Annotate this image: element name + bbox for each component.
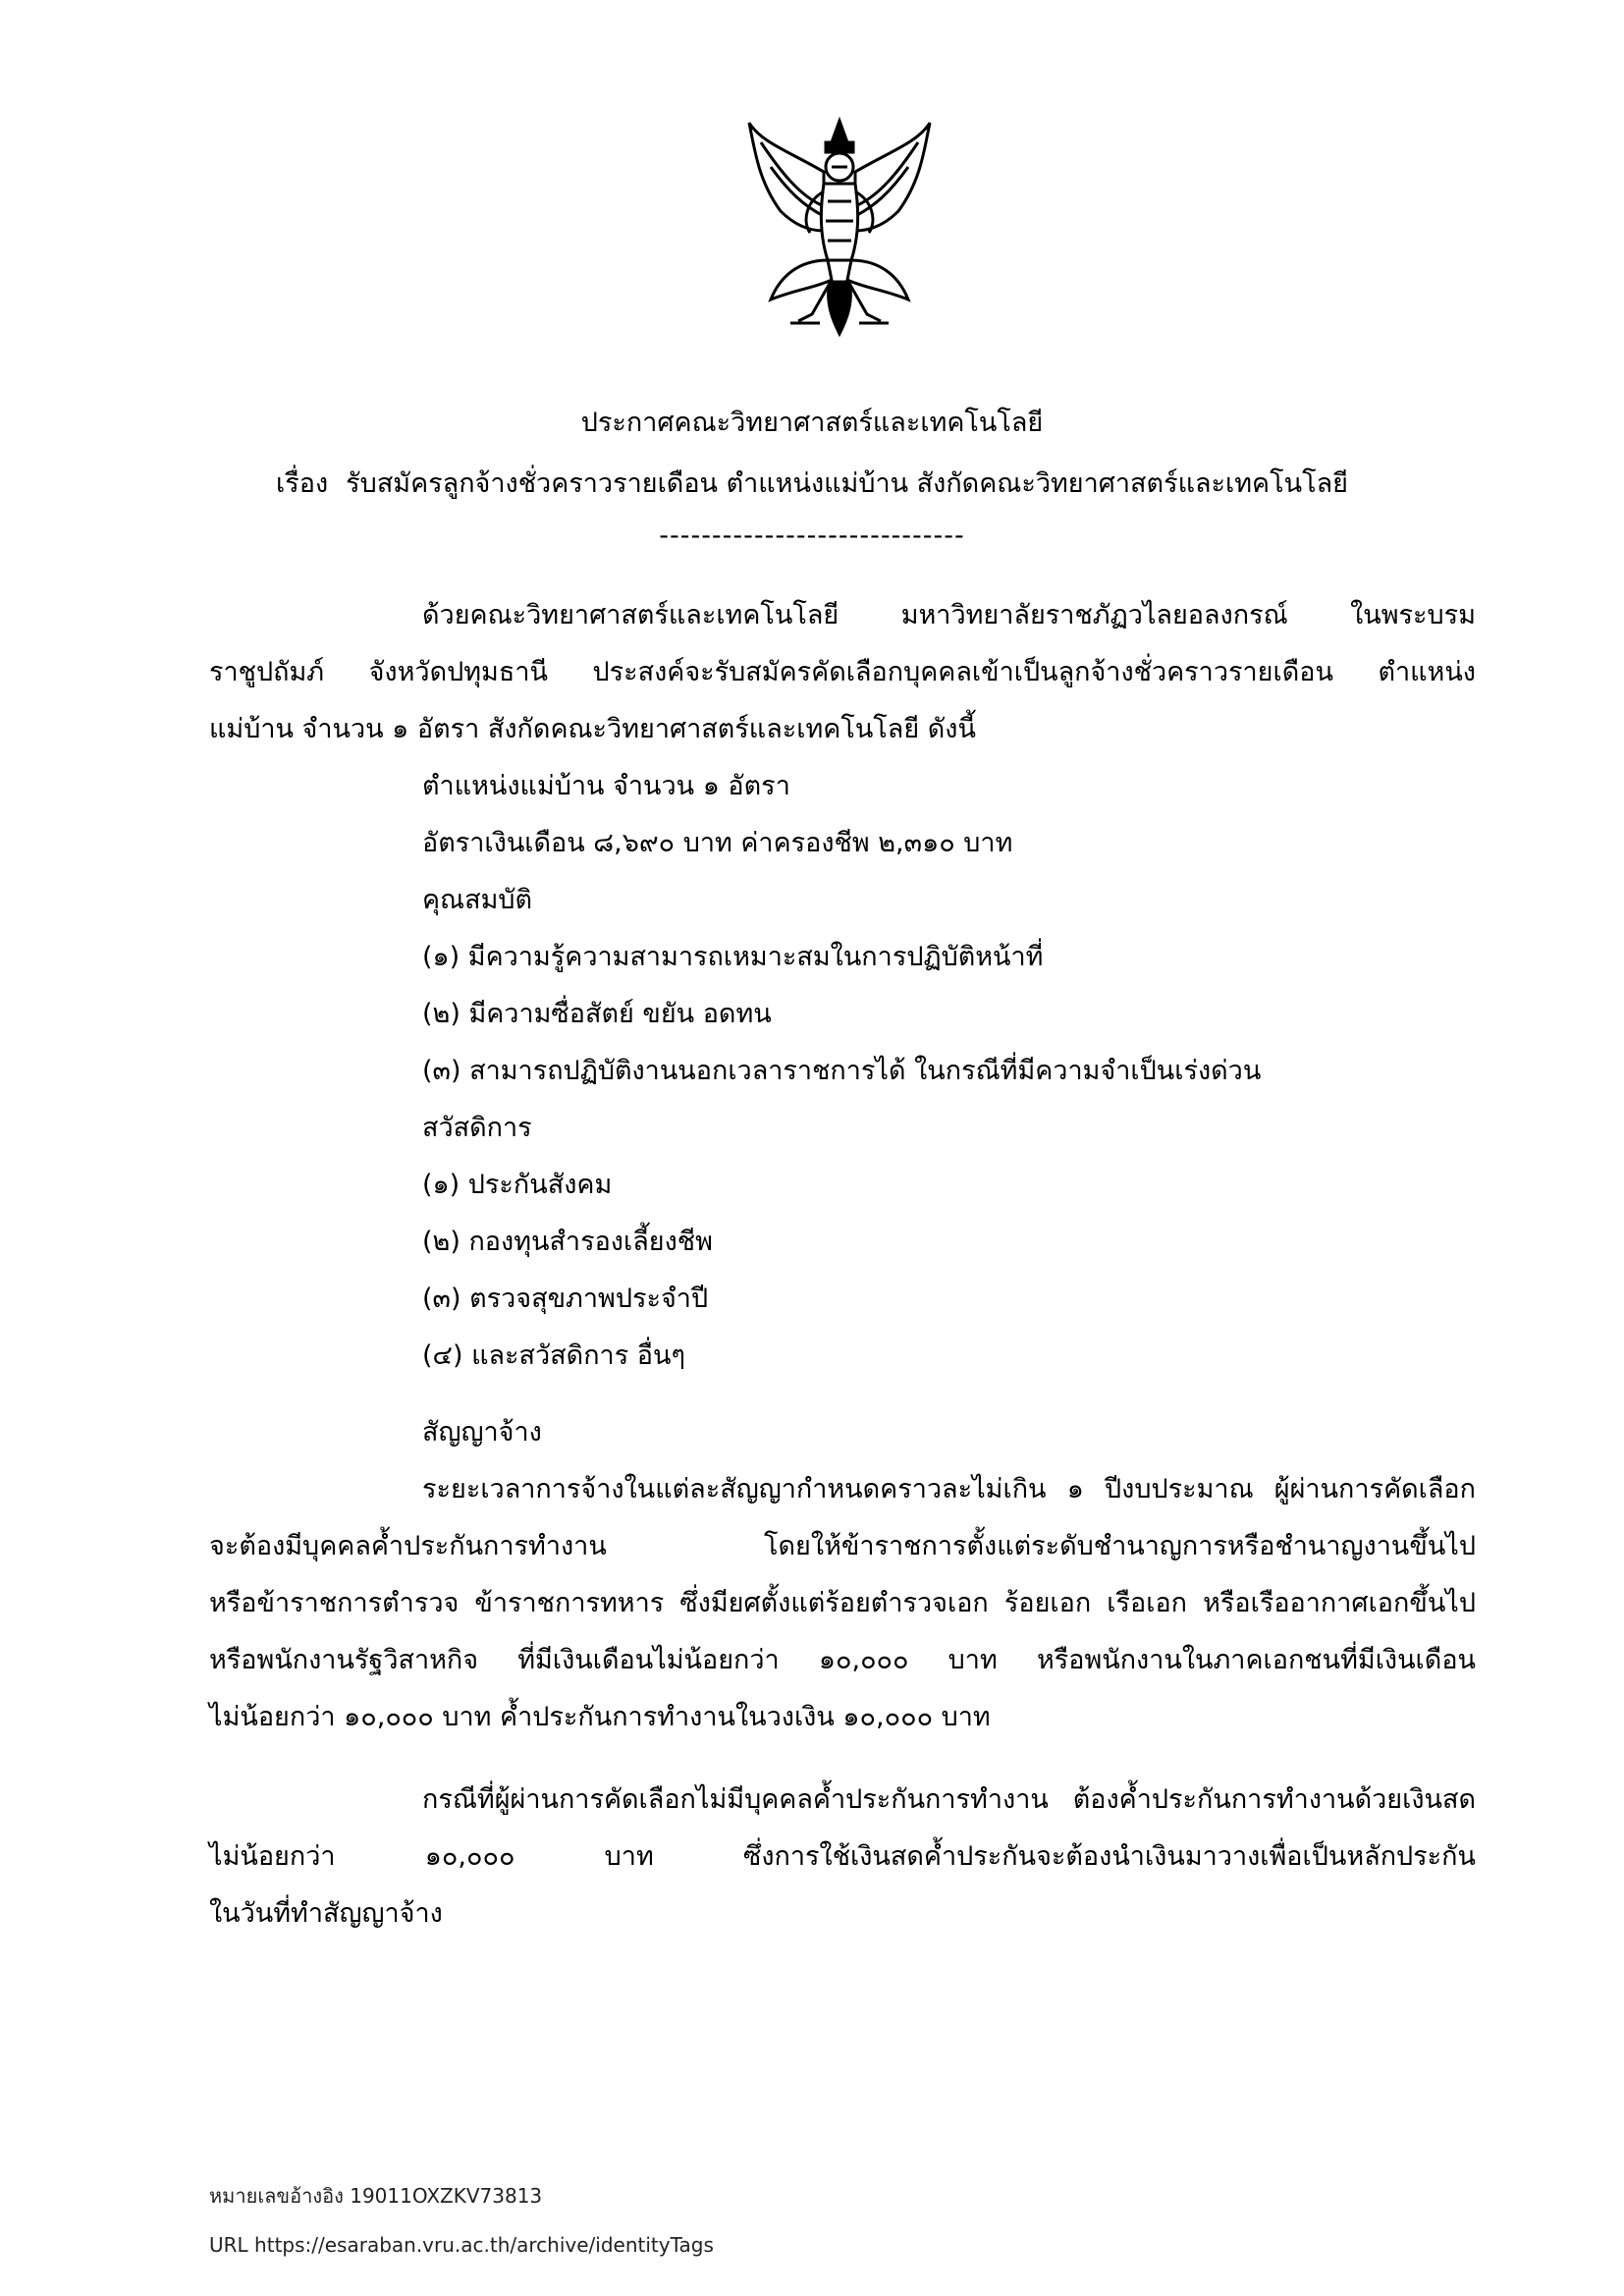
contract-line: ระยะเวลาการจ้างในแต่ละสัญญากำหนดคราวละไม่เกิน ๑ ปีงบประมาณ ผู้ผ่านการคัดเลือก <box>422 1474 1476 1504</box>
reference-number <box>209 2180 542 2212</box>
title-rule: ----------------------------- <box>659 520 965 551</box>
contract-line: ไม่น้อยกว่า ๑๐,๐๐๐ บาท ค้ำประกันการทำงานในวงเงิน ๑๐,๐๐๐ บาท <box>209 1702 991 1732</box>
welfare-item: (๑) ประกันสังคม <box>422 1170 613 1200</box>
reference-label: หมายเลขอ้างอิง <box>209 2184 344 2208</box>
welfare-heading: สวัสดิการ <box>422 1113 532 1143</box>
welfare-item: (๓) ตรวจสุขภาพประจำปี <box>422 1284 709 1314</box>
url-value[interactable]: https://esaraban.vru.ac.th/archive/identityTags <box>254 2233 714 2257</box>
guarantee-line: ในวันที่ทำสัญญาจ้าง <box>209 1898 443 1929</box>
garuda-emblem-icon <box>741 113 938 339</box>
subject-line <box>0 462 1624 504</box>
position-name: ตำแหน่งแม่บ้าน จำนวน ๑ อัตรา <box>422 771 790 801</box>
contract-heading: สัญญาจ้าง <box>422 1417 542 1448</box>
qualification-item: (๒) มีความซื่อสัตย์ ขยัน อดทน <box>422 999 772 1029</box>
document-url <box>209 2233 714 2257</box>
subject-label: เรื่อง <box>276 468 329 499</box>
intro-line-3: แม่บ้าน จำนวน ๑ อัตรา สังกัดคณะวิทยาศาสตร์และเทคโนโลยี ดังนี้ <box>209 714 976 744</box>
url-label: URL <box>209 2233 248 2257</box>
qualifications-heading: คุณสมบัติ <box>422 885 533 915</box>
garuda-emblem-svg <box>741 113 938 339</box>
qualification-item: (๑) มีความรู้ความสามารถเหมาะสมในการปฏิบัติหน้าที่ <box>422 942 1044 972</box>
contract-line: หรือข้าราชการตำรวจ ข้าราชการทหาร ซึ่งมียศตั้งแต่ร้อยตำรวจเอก ร้อยเอก เรือเอก หรือเรืออากาศเอกขึ้นไป <box>209 1588 1476 1618</box>
subject-text: รับสมัครลูกจ้างชั่วคราวรายเดือน ตำแหน่งแม่บ้าน สังกัดคณะวิทยาศาสตร์และเทคโนโลยี <box>346 468 1348 499</box>
contract-line: หรือพนักงานรัฐวิสาหกิจ ที่มีเงินเดือนไม่น้อยกว่า ๑๐,๐๐๐ บาท หรือพนักงานในภาคเอกชนที่มีเงินเดือน <box>209 1645 1476 1675</box>
page-title: ประกาศคณะวิทยาศาสตร์และเทคโนโลยี <box>580 408 1044 438</box>
intro-line-1: ด้วยคณะวิทยาศาสตร์และเทคโนโลยี มหาวิทยาลัยราชภัฏวไลยอลงกรณ์ ในพระบรม <box>422 600 1476 630</box>
guarantee-line: ไม่น้อยกว่า ๑๐,๐๐๐ บาท ซึ่งการใช้เงินสดค้ำประกันจะต้องนำเงินมาวางเพื่อเป็นหลักประกัน <box>209 1841 1476 1872</box>
intro-line-2: ราชูปถัมภ์ จังหวัดปทุมธานี ประสงค์จะรับสมัครคัดเลือกบุคคลเข้าเป็นลูกจ้างชั่วคราวรายเดือน ตำแหน่ง <box>209 657 1476 687</box>
guarantee-line: กรณีที่ผู้ผ่านการคัดเลือกไม่มีบุคคลค้ำประกันการทำงาน ต้องค้ำประกันการทำงานด้วยเงินสด <box>422 1784 1476 1815</box>
position-salary: อัตราเงินเดือน ๘,๖๙๐ บาท ค่าครองชีพ ๒,๓๑๐ บาท <box>422 828 1013 858</box>
contract-line: จะต้องมีบุคคลค้ำประกันการทำงาน โดยให้ข้าราชการตั้งแต่ระดับชำนาญการหรือชำนาญงานขึ้นไป <box>209 1531 1476 1561</box>
welfare-item: (๒) กองทุนสำรองเลี้ยงชีพ <box>422 1227 713 1257</box>
welfare-item: (๔) และสวัสดิการ อื่นๆ <box>422 1340 685 1371</box>
reference-value: 19011OXZKV73813 <box>350 2184 543 2208</box>
qualification-item: (๓) สามารถปฏิบัติงานนอกเวลาราชการได้ ในกรณีที่มีความจำเป็นเร่งด่วน <box>422 1056 1262 1086</box>
